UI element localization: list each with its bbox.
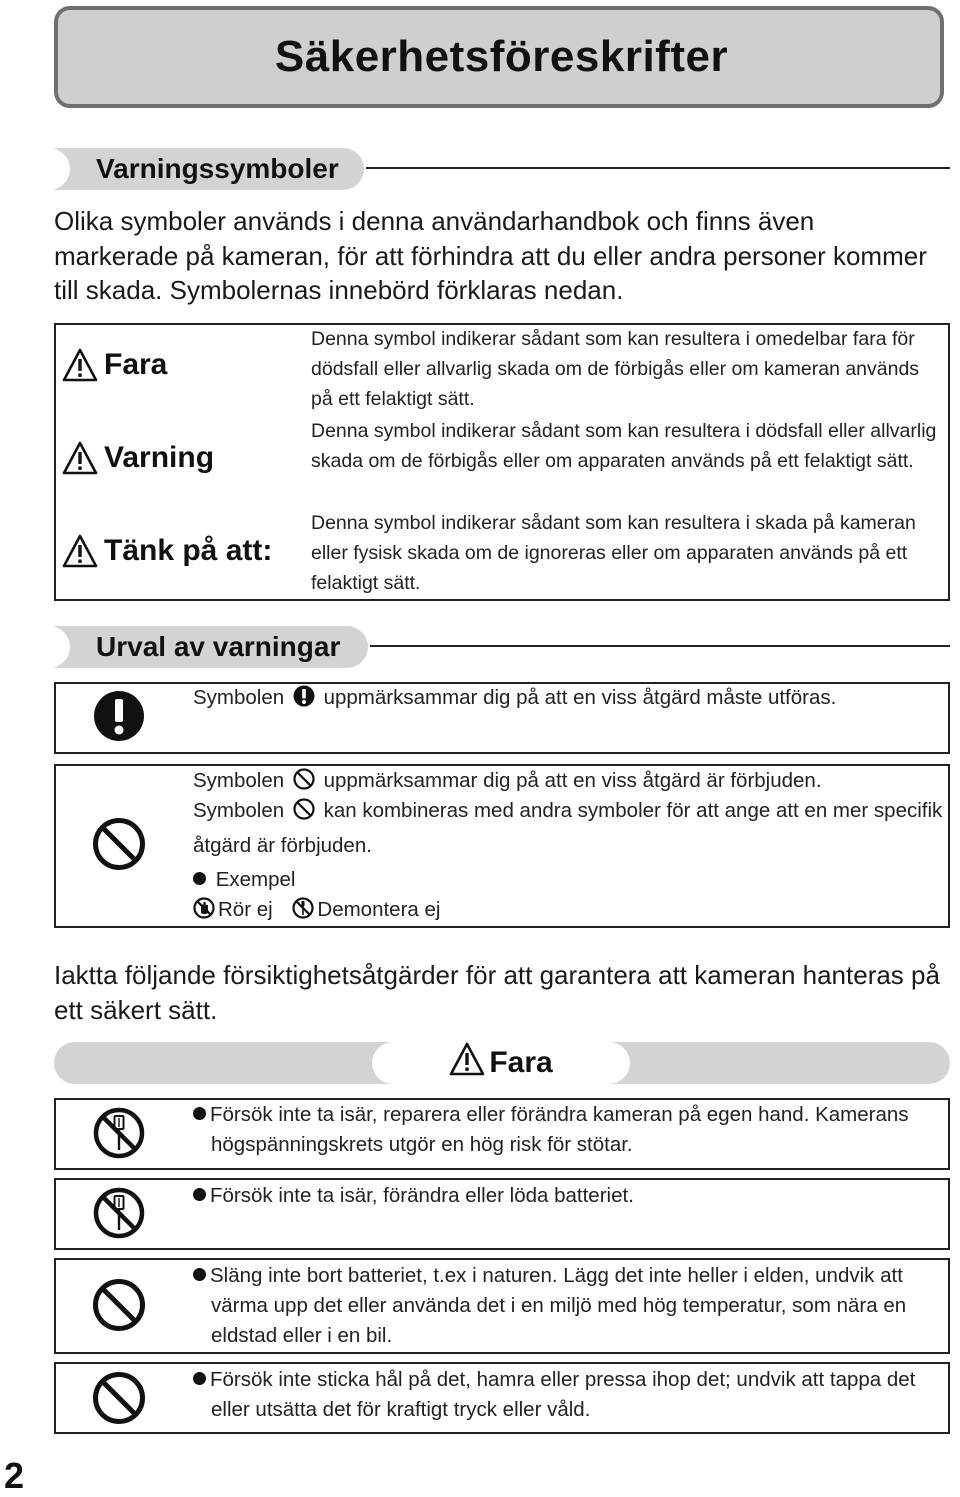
- prohibition-icon: [92, 1278, 146, 1332]
- page-title: Säkerhetsföreskrifter: [274, 32, 729, 81]
- prohibition-icon: [293, 768, 315, 790]
- example-row: Rör ej Demontera ej: [193, 895, 593, 925]
- example-heading: Exempel: [193, 865, 593, 895]
- danger-item-text: Släng inte bort batteriet, t.ex i naturen. Lägg det inte heller i elden, undvik att värma upp det eller använda det i en miljö med hög temperatur, som nära en eldstad eller i en bil.: [193, 1261, 951, 1351]
- no-disassembly-icon: [93, 1107, 145, 1159]
- section-heading-pill: [54, 626, 368, 668]
- observe-paragraph: Iaktta följande försiktighetsåtgärder för att garantera att kameran hanteras på ett säkert sätt.: [54, 960, 940, 1025]
- mandatory-symbol-text: Symbolen uppmärksammar dig på att en viss åtgärd måste utföras.: [193, 686, 837, 709]
- warning-triangle-icon: [62, 348, 98, 382]
- intro-paragraph: Olika symboler används i denna användarhandbok och finns även markerade på kameran, för att förhindra att du eller andra personer kommer till skada. Symbolernas innebörd förklaras nedan.: [54, 206, 927, 305]
- danger-item-text: Försök inte sticka hål på det, hamra eller pressa ihop det; undvik att tappa det eller utsätta det för kraftigt tryck eller våld.: [193, 1365, 951, 1425]
- symbol-row-danger-desc: Denna symbol indikerar sådant som kan resultera i omedelbar fara för dödsfall eller allvarlig skada om de förbigås eller om kameran används på ett felaktigt sätt.: [311, 328, 920, 410]
- no-disassembly-icon: [93, 1187, 145, 1239]
- exclamation-circle-icon: [93, 690, 145, 742]
- section-heading-pill: [54, 148, 364, 190]
- prohibited-line-3: åtgärd är förbjuden.: [193, 834, 372, 857]
- warning-triangle-icon: [62, 534, 98, 568]
- prohibition-icon: [92, 1371, 146, 1425]
- danger-item-text: Försök inte ta isär, förändra eller löda batteriet.: [193, 1181, 951, 1211]
- prohibited-line-2: Symbolen kan kombineras med andra symboler för att ange att en mer specifik: [193, 799, 943, 822]
- symbol-row-danger-label: Fara: [62, 348, 167, 382]
- symbol-row-caution-label: Tänk på att:: [62, 534, 272, 568]
- warning-triangle-icon: [449, 1042, 485, 1076]
- danger-heading: Fara: [372, 1042, 630, 1084]
- prohibition-icon: [293, 798, 315, 820]
- symbol-row-caution-desc: Denna symbol indikerar sådant som kan resultera i skada på kameran eller fysisk skada om de ignoreras eller om apparaten används på ett felaktigt sätt.: [311, 512, 916, 594]
- exclamation-circle-icon: [293, 685, 315, 707]
- section-heading-warning-symbols: Varningssymboler: [96, 153, 339, 184]
- warning-triangle-icon: [62, 441, 98, 475]
- section-heading-selected-warnings: Urval av varningar: [96, 631, 341, 662]
- symbol-row-warning-label: Varning: [62, 441, 214, 475]
- prohibited-line-1: Symbolen uppmärksammar dig på att en viss åtgärd är förbjuden.: [193, 769, 822, 792]
- section-rule: [366, 167, 950, 169]
- do-not-touch-icon: [193, 897, 215, 919]
- no-disassembly-icon: [292, 897, 314, 919]
- symbol-row-warning-desc: Denna symbol indikerar sådant som kan resultera i dödsfall eller allvarlig skada om de förbigås eller om apparaten används på ett felaktigt sätt.: [311, 420, 937, 472]
- prohibition-icon: [92, 817, 146, 871]
- danger-item-text: Försök inte ta isär, reparera eller förändra kameran på egen hand. Kamerans högspänningskrets utgör en hög risk för stötar.: [193, 1100, 951, 1160]
- section-rule: [370, 645, 950, 647]
- page-number: 2: [4, 1455, 25, 1496]
